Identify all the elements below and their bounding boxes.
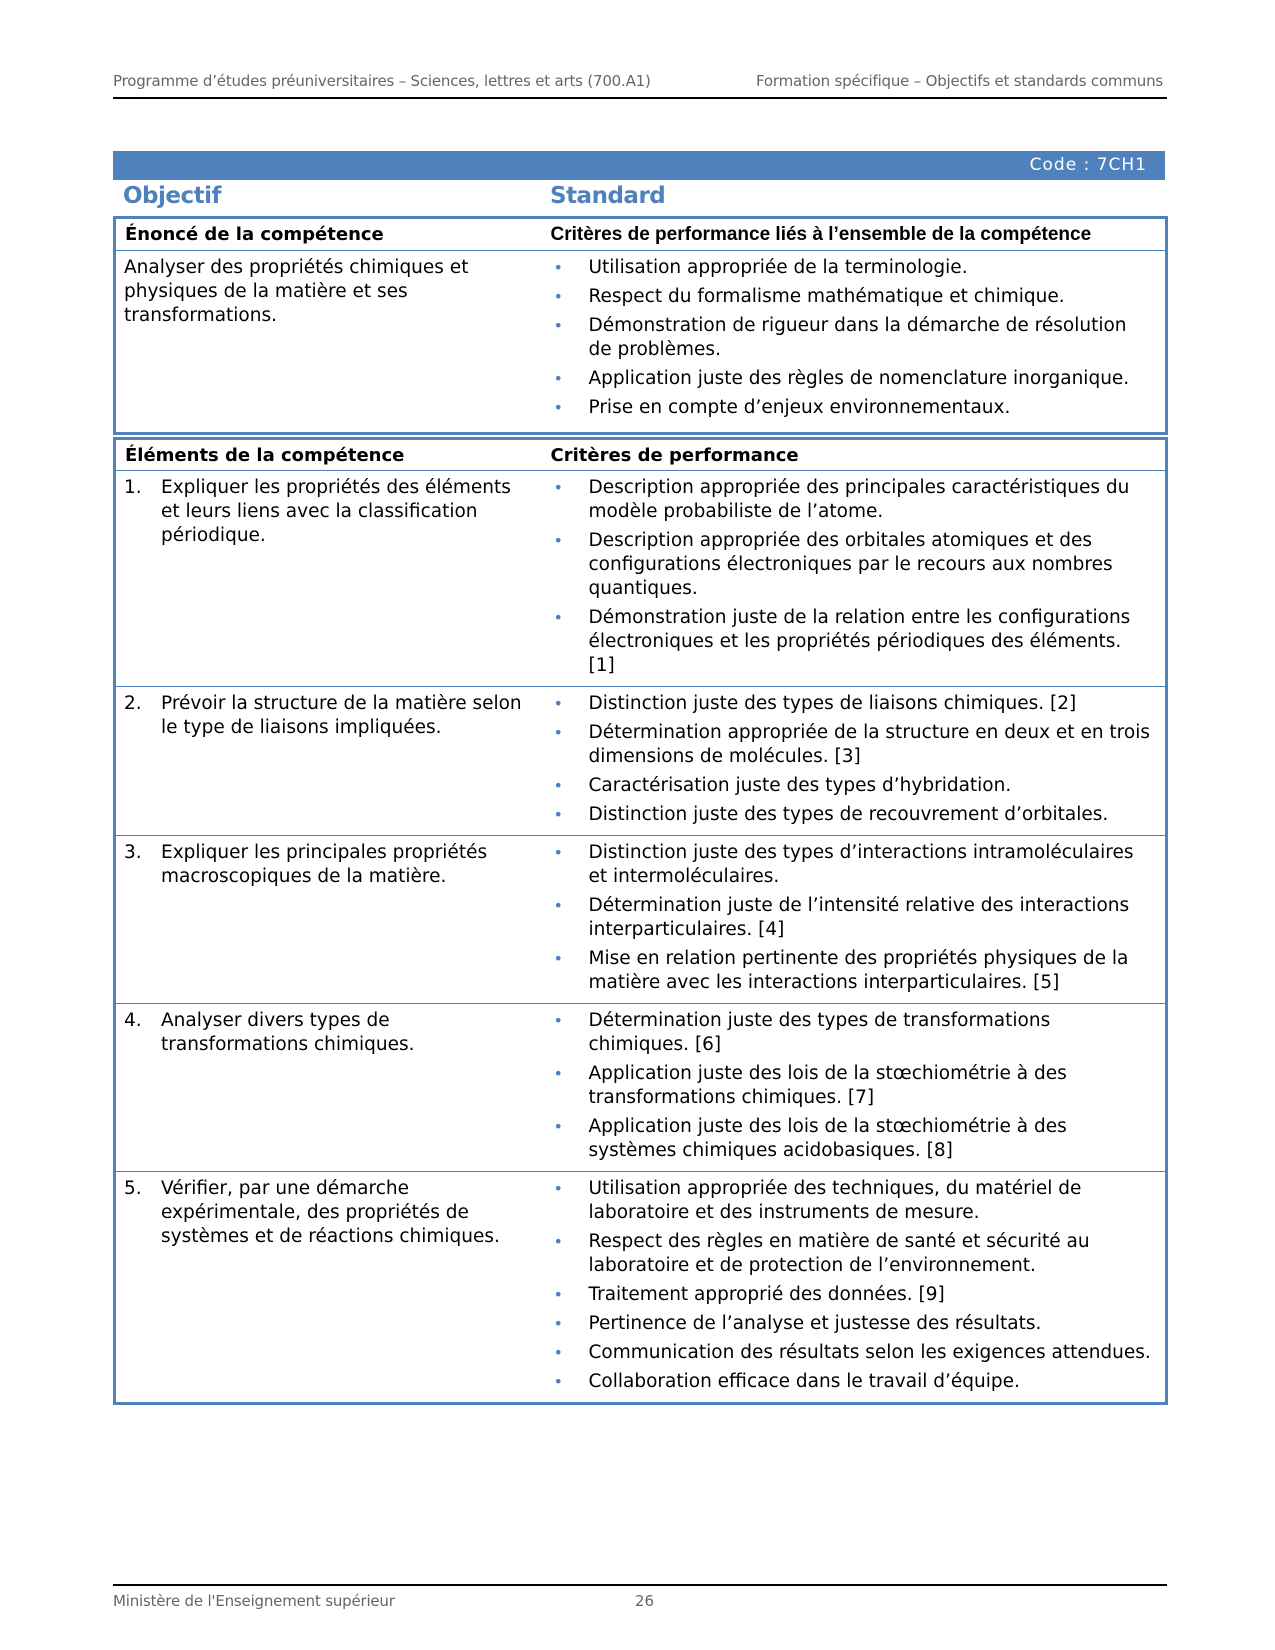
criteres-list xyxy=(542,836,1166,1003)
enonce-header: Énoncé de la compétence xyxy=(115,218,542,251)
bullet-icon: • xyxy=(553,287,563,306)
criteres-list xyxy=(542,1004,1166,1171)
list-item: • Description appropriée des orbitales atomiques et des configurations électroniques par le recours aux nombres quantiques. xyxy=(553,530,1113,599)
bullet-icon: • xyxy=(553,258,563,277)
list-item: • Distinction juste des types de liaisons chimiques. [2] xyxy=(553,693,1077,714)
bullet-icon: • xyxy=(553,949,563,968)
table-row xyxy=(115,687,1167,836)
element-number: 2. xyxy=(124,693,142,714)
list-item: • Application juste des règles de nomenclature inorganique. xyxy=(553,368,1130,389)
element-text: Analyser divers types de transformations chimiques. xyxy=(161,1010,415,1055)
bullet-icon: • xyxy=(553,694,563,713)
bullet-icon: • xyxy=(553,1343,563,1362)
list-item: • Démonstration de rigueur dans la démarche de résolution de problèmes. xyxy=(553,315,1127,360)
bullet-icon: • xyxy=(553,776,563,795)
element-item xyxy=(124,1009,534,1057)
page-header xyxy=(113,70,1167,99)
criteres-list xyxy=(542,1172,1166,1402)
element-item xyxy=(124,692,534,740)
element-text: Expliquer les principales propriétés macroscopiques de la matière. xyxy=(161,842,488,887)
enonce-text: Analyser des propriétés chimiques et physiques de la matière et ses transformations. xyxy=(124,257,469,326)
list-item: • Mise en relation pertinente des propriétés physiques de la matière avec les interactions interparticulaires. [5] xyxy=(553,948,1129,993)
element-text: Prévoir la structure de la matière selon le type de liaisons impliquées. xyxy=(161,693,522,738)
bullet-icon: • xyxy=(553,805,563,824)
bullet-icon: • xyxy=(553,1179,563,1198)
header-program-title: Programme d’études préuniversitaires – Sciences, lettres et arts (700.A1) xyxy=(113,72,651,90)
table-row xyxy=(115,836,1167,1004)
list-item: • Distinction juste des types d’interactions intramoléculaires et intermoléculaires. xyxy=(553,842,1134,887)
list-item: • Respect du formalisme mathématique et chimique. xyxy=(553,286,1065,307)
bullet-icon: • xyxy=(553,478,563,497)
header-section-title: Formation spécifique – Objectifs et standards communs xyxy=(756,72,1163,90)
list-item: • Détermination juste de l’intensité relative des interactions interparticulaires. [4] xyxy=(553,895,1130,940)
criteres-list xyxy=(542,471,1166,686)
competence-header-row xyxy=(115,218,1167,251)
footer-ministry: Ministère de l'Enseignement supérieur xyxy=(113,1592,395,1610)
list-item: • Description appropriée des principales caractéristiques du modèle probabiliste de l’atome. xyxy=(553,477,1130,522)
list-item: • Respect des règles en matière de santé et sécurité au laboratoire et de protection de l’environnement. xyxy=(553,1231,1090,1276)
list-item: • Pertinence de l’analyse et justesse des résultats. xyxy=(553,1313,1042,1334)
bullet-icon: • xyxy=(553,1117,563,1136)
list-item: • Distinction juste des types de recouvrement d’orbitales. xyxy=(553,804,1109,825)
list-item: • Application juste des lois de la stœchiométrie à des transformations chimiques. [7] xyxy=(553,1063,1067,1108)
bullet-icon: • xyxy=(553,531,563,550)
bullet-icon: • xyxy=(553,1285,563,1304)
bullet-icon: • xyxy=(553,1064,563,1083)
element-text: Vérifier, par une démarche expérimentale, des propriétés de systèmes et de réactions chimiques. xyxy=(161,1178,500,1247)
elements-header: Éléments de la compétence xyxy=(115,439,542,471)
heading-objectif: Objectif xyxy=(123,183,222,209)
list-item: • Prise en compte d’enjeux environnementaux. xyxy=(553,397,1011,418)
list-item: • Caractérisation juste des types d’hybridation. xyxy=(553,775,1012,796)
criteres-ensemble-header: Critères de performance liés à l’ensemble de la compétence xyxy=(542,218,1167,251)
element-item xyxy=(124,841,534,889)
list-item: • Détermination juste des types de transformations chimiques. [6] xyxy=(553,1010,1051,1055)
bullet-icon: • xyxy=(553,316,563,335)
bullet-icon: • xyxy=(553,843,563,862)
elements-table xyxy=(113,437,1168,1405)
table-row xyxy=(115,1172,1167,1404)
bullet-icon: • xyxy=(553,398,563,417)
list-item: • Traitement approprié des données. [9] xyxy=(553,1284,945,1305)
element-number: 5. xyxy=(124,1178,142,1199)
criteres-ensemble-list xyxy=(542,251,1166,428)
list-item: • Collaboration efficace dans le travail d’équipe. xyxy=(553,1371,1020,1392)
bullet-icon: • xyxy=(553,1011,563,1030)
elements-header-row xyxy=(115,439,1167,471)
bullet-icon: • xyxy=(553,1314,563,1333)
element-number: 1. xyxy=(124,477,142,498)
page-number: 26 xyxy=(635,1592,655,1610)
element-item xyxy=(124,1177,534,1249)
table-row xyxy=(115,1004,1167,1172)
list-item: • Démonstration juste de la relation entre les configurations électroniques et les propriétés périodiques des éléments. [1] xyxy=(553,607,1131,676)
element-number: 3. xyxy=(124,842,142,863)
competence-table xyxy=(113,216,1168,435)
heading-standard: Standard xyxy=(550,183,666,209)
list-item: • Communication des résultats selon les exigences attendues. xyxy=(553,1342,1151,1363)
competence-row xyxy=(115,251,1167,434)
list-item: • Détermination appropriée de la structure en deux et en trois dimensions de molécules. [3] xyxy=(553,722,1150,767)
table-row xyxy=(115,471,1167,687)
course-code: Code : 7CH1 xyxy=(1029,155,1147,175)
criteres-header: Critères de performance xyxy=(542,439,1167,471)
criteres-list xyxy=(542,687,1166,835)
page-footer xyxy=(113,1584,1167,1616)
list-item: • Utilisation appropriée des techniques, du matériel de laboratoire et des instruments de mesure. xyxy=(553,1178,1082,1223)
list-item: • Application juste des lois de la stœchiométrie à des systèmes chimiques acidobasiques. [8] xyxy=(553,1116,1067,1161)
bullet-icon: • xyxy=(553,723,563,742)
bullet-icon: • xyxy=(553,1232,563,1251)
bullet-icon: • xyxy=(553,1372,563,1391)
element-item xyxy=(124,476,534,548)
bullet-icon: • xyxy=(553,369,563,388)
code-bar xyxy=(113,151,1165,180)
element-text: Expliquer les propriétés des éléments et leurs liens avec la classification périodique. xyxy=(161,477,511,546)
list-item: • Utilisation appropriée de la terminologie. xyxy=(553,257,968,278)
bullet-icon: • xyxy=(553,896,563,915)
column-headings xyxy=(113,183,1165,215)
element-number: 4. xyxy=(124,1010,142,1031)
bullet-icon: • xyxy=(553,608,563,627)
